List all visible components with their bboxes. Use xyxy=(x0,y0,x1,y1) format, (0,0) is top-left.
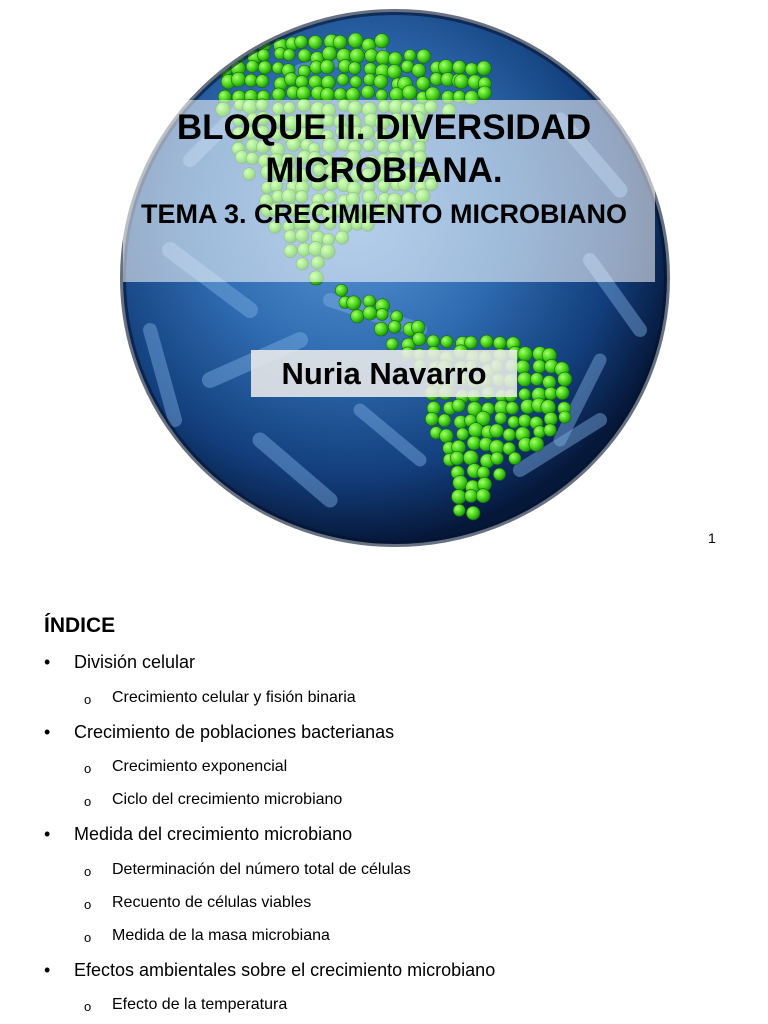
list-item-text: Efecto de la temperatura xyxy=(112,996,288,1013)
coccus-cell xyxy=(452,399,465,412)
coccus-cell xyxy=(387,65,401,79)
coccus-cell xyxy=(322,46,337,61)
coccus-cell xyxy=(427,335,440,348)
coccus-cell xyxy=(246,60,258,72)
coccus-cell xyxy=(518,372,532,386)
sub-bullet-icon: o xyxy=(84,897,92,912)
coccus-cell xyxy=(337,74,349,86)
coccus-cell xyxy=(283,49,295,61)
coccus-cell xyxy=(412,63,426,77)
coccus-cell xyxy=(529,437,544,452)
coccus-cell xyxy=(335,284,347,296)
coccus-cell xyxy=(480,335,493,348)
coccus-cell xyxy=(518,414,531,427)
coccus-cell xyxy=(438,414,451,427)
coccus-cell xyxy=(258,61,271,74)
coccus-cell xyxy=(295,35,308,48)
subtitle-tema: TEMA 3. CRECIMIENTO MICROBIANO xyxy=(140,199,627,229)
list-item-text: Crecimiento celular y fisión binaria xyxy=(112,689,356,706)
page-number: 1 xyxy=(708,530,716,546)
coccus-cell xyxy=(558,372,572,386)
coccus-cell xyxy=(258,49,270,61)
coccus-cell xyxy=(519,388,531,400)
sub-bullet-icon: o xyxy=(84,930,92,945)
coccus-cell xyxy=(374,75,388,89)
coccus-cell xyxy=(333,35,347,49)
coccus-cell xyxy=(465,63,478,76)
coccus-cell xyxy=(361,86,374,99)
coccus-cell xyxy=(490,424,504,438)
coccus-cell xyxy=(544,424,557,437)
coccus-cell xyxy=(468,423,483,438)
coccus-cell xyxy=(439,429,453,443)
list-item-text: División celular xyxy=(74,652,196,672)
coccus-cell xyxy=(463,450,478,465)
coccus-cell xyxy=(518,347,533,362)
coccus-cell xyxy=(441,336,453,348)
coccus-cell xyxy=(477,61,491,75)
coccus-cell xyxy=(348,62,361,75)
coccus-cell xyxy=(506,402,519,415)
coccus-cell xyxy=(416,77,430,91)
coccus-cell xyxy=(465,489,478,502)
coccus-cell xyxy=(417,49,431,63)
coccus-cell xyxy=(465,336,478,349)
sub-bullet-icon: o xyxy=(84,794,92,809)
coccus-cell xyxy=(466,506,480,520)
coccus-cell xyxy=(452,489,467,504)
coccus-cell xyxy=(298,49,311,62)
sub-bullet-icon: o xyxy=(84,999,92,1014)
sub-bullet-icon: o xyxy=(84,864,92,879)
coccus-cell xyxy=(413,332,426,345)
coccus-cell xyxy=(404,50,416,62)
coccus-cell xyxy=(453,504,465,516)
coccus-cell xyxy=(386,338,398,350)
coccus-cell xyxy=(347,296,361,310)
list-item-text: Recuento de células viables xyxy=(112,894,312,911)
coccus-cell xyxy=(308,35,322,49)
coccus-cell xyxy=(350,76,362,88)
coccus-cell xyxy=(541,400,556,415)
coccus-cell xyxy=(556,386,570,400)
coccus-cell xyxy=(477,466,490,479)
coccus-cell xyxy=(256,75,269,88)
sub-bullet-icon: o xyxy=(84,761,92,776)
list-item-text: Determinación del número total de células xyxy=(112,861,411,878)
coccus-cell xyxy=(457,428,469,440)
bullet-icon: • xyxy=(44,652,51,672)
coccus-cell xyxy=(543,376,556,389)
coccus-cell xyxy=(350,48,365,63)
coccus-cell xyxy=(374,322,388,336)
coccus-cell xyxy=(491,452,504,465)
list-item-text: Crecimiento de poblaciones bacterianas xyxy=(74,722,395,742)
title-line-2: MICROBIANA. xyxy=(265,151,503,190)
author-box xyxy=(251,350,517,397)
coccus-cell xyxy=(530,373,543,386)
index-heading: ÍNDICE xyxy=(44,614,116,637)
author-name: Nuria Navarro xyxy=(281,355,487,391)
coccus-cell xyxy=(454,74,469,89)
coccus-cell xyxy=(533,360,546,373)
coccus-cell xyxy=(439,60,454,75)
coccus-cell xyxy=(467,436,481,450)
list-item-text: Medida del crecimiento microbiano xyxy=(74,824,353,844)
bullet-icon: • xyxy=(44,960,51,980)
bullet-icon: • xyxy=(44,824,51,844)
list-item-text: Crecimiento exponencial xyxy=(112,758,288,775)
coccus-cell xyxy=(493,468,505,480)
coccus-cell xyxy=(508,416,520,428)
coccus-cell xyxy=(493,337,506,350)
coccus-cell xyxy=(231,72,246,87)
list-item-text: Medida de la masa microbiana xyxy=(112,927,330,944)
coccus-cell xyxy=(376,308,388,320)
coccus-cell xyxy=(544,387,557,400)
coccus-cell xyxy=(425,412,438,425)
sub-bullet-icon: o xyxy=(84,692,92,707)
list-item-text: Efectos ambientales sobre el crecimiento microbiano xyxy=(74,960,496,980)
list-item-text: Ciclo del crecimiento microbiano xyxy=(112,791,343,808)
title-line-1: BLOQUE II. DIVERSIDAD xyxy=(176,108,592,147)
index-slide xyxy=(0,570,768,1024)
coccus-cell xyxy=(363,306,377,320)
coccus-cell xyxy=(450,451,464,465)
coccus-cell xyxy=(363,295,375,307)
coccus-cell xyxy=(375,34,389,48)
coccus-cell xyxy=(478,86,492,100)
coccus-cell xyxy=(348,33,363,48)
coccus-cell xyxy=(453,61,467,75)
coccus-cell xyxy=(476,489,490,503)
coccus-cell xyxy=(351,310,364,323)
coccus-cell xyxy=(388,321,401,334)
coccus-cell xyxy=(495,412,507,424)
coccus-cell xyxy=(402,85,417,100)
coccus-cell xyxy=(509,452,521,464)
coccus-cell xyxy=(516,360,530,374)
coccus-cell xyxy=(559,411,571,423)
coccus-cell xyxy=(411,321,425,335)
bullet-icon: • xyxy=(44,722,51,742)
coccus-cell xyxy=(388,52,402,66)
coccus-cell xyxy=(503,428,516,441)
coccus-cell xyxy=(320,60,334,74)
